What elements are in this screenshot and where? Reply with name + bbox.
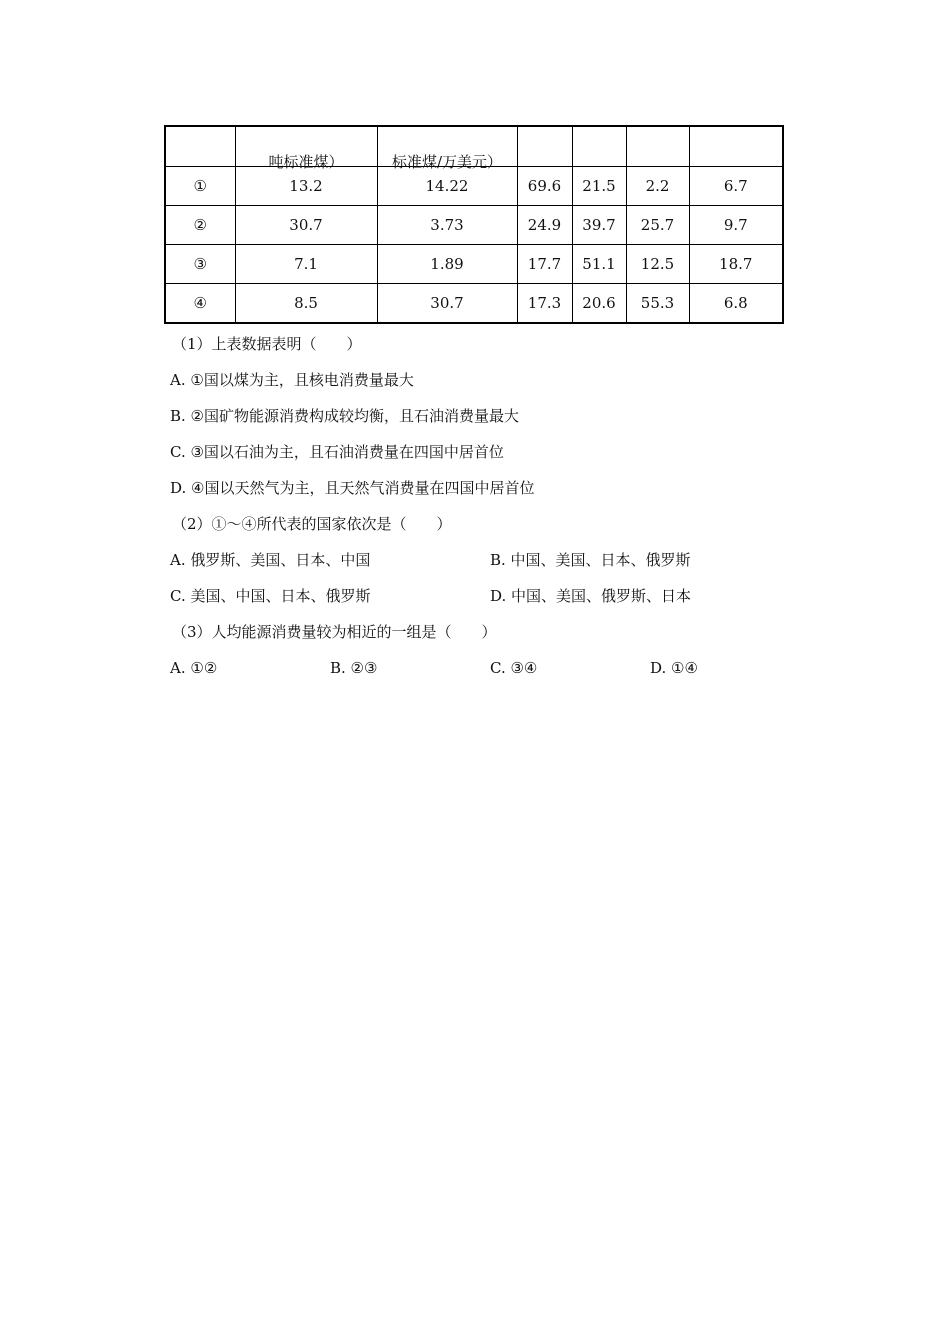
table-cell: 17.3 xyxy=(517,284,572,324)
header-cell xyxy=(689,126,783,167)
table-row xyxy=(165,167,783,206)
row-label: ② xyxy=(165,206,235,245)
table-cell: 8.5 xyxy=(235,284,377,324)
table-cell: 13.2 xyxy=(235,167,377,206)
question-3-options-row xyxy=(170,650,810,686)
question-2-options-row-1 xyxy=(170,542,810,578)
question-2-option-d: D. 中国、美国、俄罗斯、日本 xyxy=(490,587,692,605)
table-cell: 3.73 xyxy=(377,206,517,245)
question-2-option-a: A. 俄罗斯、美国、日本、中国 xyxy=(170,551,371,569)
question-1-option-a: A. ①国以煤为主，且核电消费量最大 xyxy=(170,371,414,389)
header-cell xyxy=(517,126,572,167)
question-2-option-c: C. 美国、中国、日本、俄罗斯 xyxy=(170,587,371,605)
table-cell: 21.5 xyxy=(572,167,626,206)
header-cell: 吨标准煤） xyxy=(235,126,377,167)
table-cell: 2.2 xyxy=(626,167,689,206)
table-row xyxy=(165,284,783,324)
table-row xyxy=(165,206,783,245)
table-cell: 9.7 xyxy=(689,206,783,245)
header-cell xyxy=(165,126,235,167)
question-1-option-d: D. ④国以天然气为主，且天然气消费量在四国中居首位 xyxy=(170,479,535,497)
table-cell: 6.7 xyxy=(689,167,783,206)
row-label: ④ xyxy=(165,284,235,324)
table-cell: 18.7 xyxy=(689,245,783,284)
table-cell: 6.8 xyxy=(689,284,783,324)
question-2-stem: （2）①～④所代表的国家依次是（ ） xyxy=(172,515,452,533)
header-cell: 标准煤/万美元） xyxy=(377,126,517,167)
table-cell: 55.3 xyxy=(626,284,689,324)
question-3-option-c: C. ③④ xyxy=(490,659,538,677)
table-cell: 25.7 xyxy=(626,206,689,245)
question-2-option-b: B. 中国、美国、日本、俄罗斯 xyxy=(490,551,691,569)
table-cell: 1.89 xyxy=(377,245,517,284)
table-cell: 39.7 xyxy=(572,206,626,245)
table-cell: 20.6 xyxy=(572,284,626,324)
question-block xyxy=(170,326,810,686)
table-cell: 17.7 xyxy=(517,245,572,284)
table-row xyxy=(165,245,783,284)
question-2-options-row-2 xyxy=(170,578,810,614)
question-3-option-d: D. ①④ xyxy=(650,659,698,677)
table-cell: 12.5 xyxy=(626,245,689,284)
question-3-stem: （3）人均能源消费量较为相近的一组是（ ） xyxy=(172,623,497,641)
question-1-stem: （1）上表数据表明（ ） xyxy=(172,335,362,353)
table-cell: 14.22 xyxy=(377,167,517,206)
table-cell: 30.7 xyxy=(235,206,377,245)
question-3-option-b: B. ②③ xyxy=(330,659,378,677)
question-3-option-a: A. ①② xyxy=(170,659,218,677)
row-label: ① xyxy=(165,167,235,206)
energy-consumption-table xyxy=(164,125,784,324)
table-cell: 51.1 xyxy=(572,245,626,284)
table-cell: 30.7 xyxy=(377,284,517,324)
table-cell: 24.9 xyxy=(517,206,572,245)
question-1-option-b: B. ②国矿物能源消费构成较均衡，且石油消费量最大 xyxy=(170,407,520,425)
header-cell xyxy=(572,126,626,167)
table-header-row xyxy=(165,126,783,167)
row-label: ③ xyxy=(165,245,235,284)
question-1-option-c: C. ③国以石油为主，且石油消费量在四国中居首位 xyxy=(170,443,504,461)
header-cell xyxy=(626,126,689,167)
table-cell: 7.1 xyxy=(235,245,377,284)
table-cell: 69.6 xyxy=(517,167,572,206)
